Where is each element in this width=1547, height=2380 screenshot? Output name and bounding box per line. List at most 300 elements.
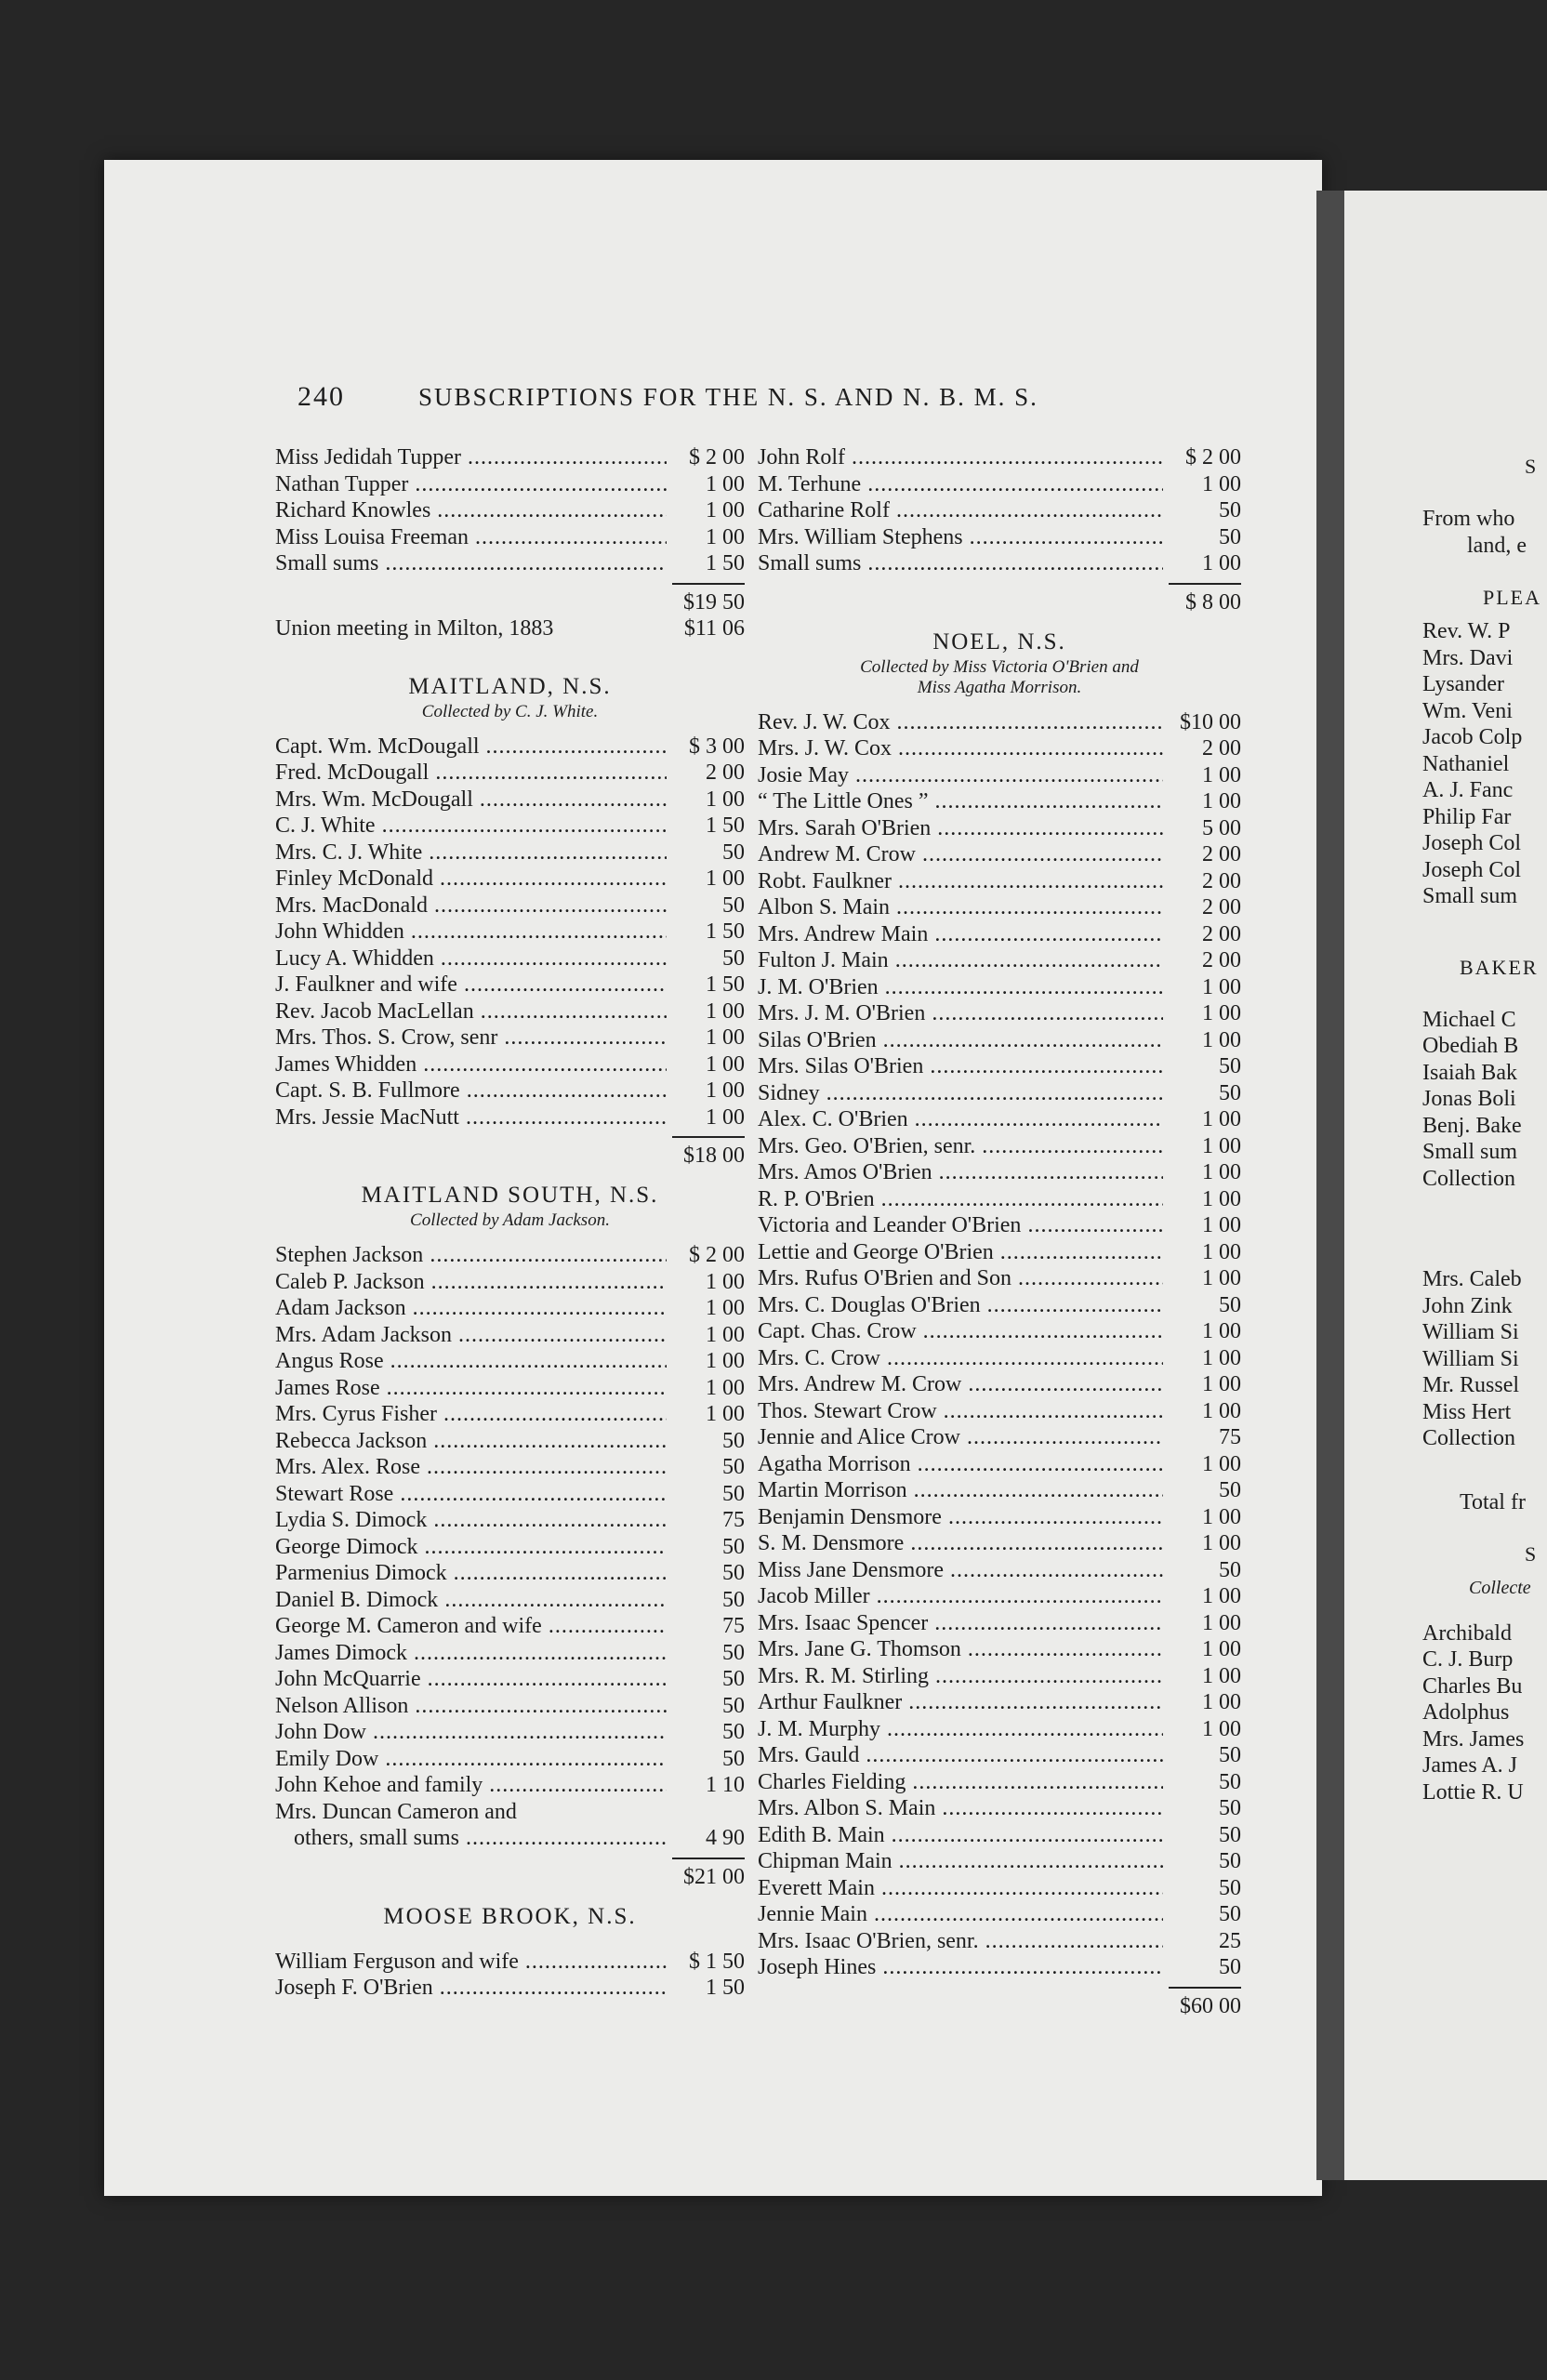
list-item [758, 1053, 1241, 1080]
list-item [275, 840, 745, 866]
list-item [275, 998, 745, 1025]
subscriber-name: Sidney ..... [758, 1080, 1163, 1107]
subscription-amount: 1 00 [706, 524, 745, 549]
subscriber-name: William Ferguson and wife ..... [275, 1949, 667, 1976]
subscription-amount: 1 00 [1202, 789, 1241, 813]
list-item [758, 471, 1241, 498]
list-item [275, 1348, 745, 1375]
union-meeting-line [275, 615, 745, 642]
section-heading: MOOSE BROOK, N.S. [383, 1903, 637, 1929]
list-item [275, 1269, 745, 1296]
subscriber-name: C. J. White ..... [275, 813, 667, 840]
subscription-amount: 1 00 [1202, 1690, 1241, 1714]
subscription-amount: 1 00 [706, 787, 745, 812]
subscription-amount: 1 00 [1202, 762, 1241, 787]
list-item [758, 550, 1241, 577]
subscription-amount: 1 00 [706, 471, 745, 496]
facing-page-line: Mrs. Davi [1422, 645, 1514, 670]
subscriber-name: John Rolf ..... [758, 444, 1163, 471]
subscriber-name: Emily Dow ..... [275, 1746, 667, 1773]
subscription-amount: 1 50 [706, 972, 745, 997]
subscription-amount: 50 [722, 1561, 745, 1585]
subscriber-name: Jennie and Alice Crow ..... [758, 1424, 1163, 1451]
list-item [758, 1716, 1241, 1743]
subscriber-name: Mrs. Albon S. Main ..... [758, 1795, 1163, 1822]
list-item [758, 1636, 1241, 1663]
subscriber-name: Joseph F. O'Brien ..... [275, 1975, 667, 2002]
list-item [758, 921, 1241, 948]
facing-page-line: Benj. Bake [1422, 1113, 1522, 1138]
subscription-amount: 50 [722, 840, 745, 865]
list-item [275, 1025, 745, 1051]
list-item [758, 444, 1241, 471]
subscriber-name: J. Faulkner and wife ..... [275, 972, 667, 998]
subscription-amount: 2 00 [706, 760, 745, 785]
subscription-amount: 1 00 [1202, 1531, 1241, 1555]
subscriber-name: Capt. S. B. Fullmore ..... [275, 1078, 667, 1104]
subscriber-name: Daniel B. Dimock ..... [275, 1587, 667, 1614]
subscription-amount: 1 00 [1202, 1027, 1241, 1052]
list-item [275, 919, 745, 945]
facing-page-line: Miss Hert [1422, 1399, 1512, 1424]
list-item [275, 1534, 745, 1561]
subscription-list [275, 1242, 745, 1799]
facing-page-line: Lysander [1422, 672, 1504, 696]
list-item [275, 1975, 745, 2002]
facing-page-line: A. J. Fanc [1422, 778, 1514, 802]
subscription-list [758, 709, 1241, 1981]
list-item [758, 1557, 1241, 1584]
subscriber-name: Mrs. Gauld ..... [758, 1742, 1163, 1769]
subscriber-name: Adam Jackson ..... [275, 1295, 667, 1322]
subscription-amount: 50 [1219, 1769, 1241, 1794]
subscription-amount: $ 2 00 [1185, 445, 1241, 469]
subscription-amount: 50 [1219, 1743, 1241, 1767]
subscription-amount: $10 00 [1180, 709, 1241, 734]
list-item [275, 734, 745, 760]
subscription-amount: 1 00 [1202, 1133, 1241, 1158]
list-item [758, 868, 1241, 895]
facing-page-line: Charles Bu [1422, 1673, 1523, 1699]
subscriber-name: J. M. O'Brien ..... [758, 974, 1163, 1001]
list-item [758, 1530, 1241, 1557]
subscriber-name: Mrs. Jane G. Thomson ..... [758, 1636, 1163, 1663]
section-total: $ 8 00 [758, 583, 1241, 615]
list-item [758, 1424, 1241, 1451]
subscription-amount: 1 00 [1202, 1637, 1241, 1661]
subscription-list [758, 444, 1241, 577]
union-meeting-label: Union meeting in Milton, 1883 [275, 615, 554, 641]
subscriber-name: Lettie and George O'Brien ..... [758, 1239, 1163, 1266]
subscription-amount: $ 1 50 [689, 1949, 745, 1974]
subscriber-name: Alex. C. O'Brien ..... [758, 1106, 1163, 1133]
list-item [758, 1212, 1241, 1239]
subscriber-name: Mrs. C. Douglas O'Brien ..... [758, 1292, 1163, 1319]
list-item [758, 894, 1241, 921]
subscription-amount: 2 00 [1202, 842, 1241, 866]
subscription-amount: 50 [1219, 1054, 1241, 1078]
facing-page-line: Michael C [1422, 1007, 1516, 1032]
subscriber-name: Small sums ..... [275, 550, 667, 577]
subscription-amount: 1 00 [1202, 1107, 1241, 1131]
list-item [758, 1106, 1241, 1133]
subscriber-name: George M. Cameron and wife ..... [275, 1613, 667, 1640]
subscriber-name: James Whidden ..... [275, 1051, 667, 1078]
subscription-amount: 1 00 [1202, 1266, 1241, 1290]
facing-page-line: Isaiah Bak [1422, 1060, 1517, 1085]
subscriber-name: Everett Main ..... [758, 1875, 1163, 1902]
subscriber-name: Stewart Rose ..... [275, 1481, 667, 1508]
list-item [758, 1133, 1241, 1160]
list-item [275, 1454, 745, 1481]
subscription-amount: 1 00 [1202, 1319, 1241, 1343]
list-item [275, 1772, 745, 1799]
list-item [275, 444, 745, 471]
list-item [275, 1295, 745, 1322]
subscriber-name: Edith B. Main ..... [758, 1822, 1163, 1849]
subscriber-name: Fred. McDougall ..... [275, 760, 667, 787]
subscriber-name: James Rose ..... [275, 1375, 667, 1402]
subscription-amount: 1 00 [706, 498, 745, 522]
facing-page-line: Rev. W. P [1422, 619, 1511, 643]
facing-page-line: James A. J [1422, 1753, 1517, 1778]
subscription-amount: 1 00 [706, 1051, 745, 1077]
section-heading: MAITLAND, N.S. [408, 673, 612, 699]
list-item [275, 866, 745, 892]
subscription-amount: 50 [722, 1587, 745, 1612]
subscription-amount: 1 00 [706, 866, 745, 891]
collector-note: Collected by Miss Victoria O'Brien and Miss Agatha Morrison. [860, 656, 1139, 697]
subscription-amount: 1 00 [1202, 1584, 1241, 1608]
subscription-amount: 1 50 [706, 919, 745, 944]
facing-page-line: Joseph Col [1422, 831, 1522, 855]
list-item: Mrs. Duncan Cameron and [275, 1799, 517, 1824]
list-item [275, 1719, 745, 1746]
subscription-amount: 50 [1219, 498, 1241, 522]
subscription-amount: 1 00 [1202, 1504, 1241, 1529]
subscription-amount: 1 00 [706, 1349, 745, 1373]
list-item [275, 1666, 745, 1693]
right-column [758, 444, 1241, 2018]
list-item [275, 1481, 745, 1508]
section-total: $60 00 [758, 1987, 1241, 2018]
subscriber-name: Mrs. R. M. Stirling ..... [758, 1663, 1163, 1690]
subscriber-name: Mrs. Andrew Main ..... [758, 921, 1163, 948]
subscription-amount: 50 [1219, 1796, 1241, 1820]
subscriber-name: Arthur Faulkner ..... [758, 1689, 1163, 1716]
facing-page-line: Small sum [1422, 1140, 1518, 1164]
list-item [275, 497, 745, 524]
list-item [275, 813, 745, 840]
facing-page-line: Mr. Russel [1422, 1373, 1520, 1397]
subscriber-name: Agatha Morrison ..... [758, 1451, 1163, 1478]
list-item [275, 550, 745, 577]
list-item: others, small sums ..... 4 90 [275, 1825, 745, 1852]
facing-page-line: Jonas Boli [1422, 1087, 1516, 1111]
subscriber-name: Rebecca Jackson ..... [275, 1428, 667, 1455]
subscription-amount: 50 [1219, 1478, 1241, 1502]
list-item [275, 471, 745, 498]
subscription-amount: 1 00 [1202, 1372, 1241, 1396]
subscriber-name: Charles Fielding ..... [758, 1769, 1163, 1796]
facing-page-line: Adolphus [1422, 1700, 1510, 1725]
subscriber-name: Albon S. Main ..... [758, 894, 1163, 921]
subscription-amount: 1 00 [1202, 1186, 1241, 1211]
subscription-amount: 1 00 [706, 1402, 745, 1426]
section-total: $18 00 [275, 1136, 745, 1168]
subscriber-name: George Dimock ..... [275, 1534, 667, 1561]
subscription-amount: 1 50 [706, 813, 745, 838]
section-total: $19 50 [275, 583, 745, 615]
section-heading: NOEL, N.S. [932, 628, 1066, 654]
left-column [275, 444, 745, 2002]
subscriber-name: Mrs. Isaac O'Brien, senr. ..... [758, 1928, 1163, 1955]
section-heading: MAITLAND SOUTH, N.S. [361, 1183, 659, 1208]
subscription-list [275, 1949, 745, 2002]
subscription-amount: 50 [722, 1640, 745, 1665]
list-item [758, 1901, 1241, 1928]
collector-note: Collected by C. J. White. [421, 701, 599, 721]
list-item [275, 1560, 745, 1587]
facing-page-line: C. J. Burp [1422, 1647, 1514, 1672]
subscription-amount: 1 00 [706, 1322, 745, 1347]
subscription-amount: 75 [722, 1508, 745, 1532]
subscriber-name: Rev. J. W. Cox ..... [758, 709, 1163, 736]
list-item [758, 1186, 1241, 1213]
subscription-amount: $ 2 00 [689, 445, 745, 469]
subscription-amount: 1 00 [1202, 471, 1241, 496]
subscription-amount: 1 00 [1202, 1001, 1241, 1025]
subscriber-name: Jacob Miller ..... [758, 1583, 1163, 1610]
subscription-amount: 1 00 [1202, 1663, 1241, 1688]
list-item [758, 1345, 1241, 1372]
list-item [275, 1613, 745, 1640]
subscriber-name: Mrs. Jessie MacNutt ..... [275, 1104, 667, 1131]
list-item [758, 1954, 1241, 1981]
subscriber-name: John McQuarrie ..... [275, 1666, 667, 1693]
subscription-amount: 1 00 [706, 1078, 745, 1103]
subscriber-name: John Dow ..... [275, 1719, 667, 1746]
subscriber-name: Mrs. William Stephens ..... [758, 524, 1163, 551]
subscriber-name: James Dimock ..... [275, 1640, 667, 1667]
subscriber-name: Mrs. Rufus O'Brien and Son ..... [758, 1265, 1163, 1292]
subscriber-name: Mrs. MacDonald ..... [275, 892, 667, 919]
subscription-amount: 50 [1219, 1875, 1241, 1900]
subscription-amount: 50 [722, 1667, 745, 1691]
subscription-amount: 50 [722, 1534, 745, 1559]
subscription-amount: 50 [722, 1746, 745, 1771]
subscriber-name: Caleb P. Jackson ..... [275, 1269, 667, 1296]
subscription-amount: 75 [1219, 1425, 1241, 1449]
collector-note: Collected by Adam Jackson. [410, 1210, 610, 1230]
list-item [758, 1822, 1241, 1849]
facing-page-line: Collection [1422, 1426, 1515, 1450]
list-item [275, 1401, 745, 1428]
subscriber-name: Angus Rose ..... [275, 1348, 667, 1375]
subscriber-name: Small sums ..... [758, 550, 1163, 577]
subscriber-name: John Kehoe and family ..... [275, 1772, 667, 1799]
list-item [758, 788, 1241, 815]
list-item [758, 1848, 1241, 1875]
subscriber-name: Thos. Stewart Crow ..... [758, 1398, 1163, 1425]
subscription-amount: $ 2 00 [689, 1243, 745, 1267]
list-item [758, 1000, 1241, 1027]
subscriber-name: Jennie Main ..... [758, 1901, 1163, 1928]
list-item [758, 1292, 1241, 1319]
subscriber-name: Lucy A. Whidden ..... [275, 945, 667, 972]
list-item [758, 815, 1241, 842]
subscription-list [275, 444, 745, 577]
subscriber-name: Capt. Chas. Crow ..... [758, 1318, 1163, 1345]
list-item [275, 892, 745, 919]
subscription-amount: 1 00 [1202, 1345, 1241, 1370]
subscriber-name: Parmenius Dimock ..... [275, 1560, 667, 1587]
subscriber-name: Nathan Tupper ..... [275, 471, 667, 498]
subscription-amount: 1 00 [706, 1269, 745, 1294]
list-item [758, 1239, 1241, 1266]
list-item [758, 1742, 1241, 1769]
subscriber-name: Finley McDonald ..... [275, 866, 667, 892]
subscription-amount: 1 50 [706, 1976, 745, 2000]
subscriber-name: Nelson Allison ..... [275, 1693, 667, 1720]
subscription-amount: 1 00 [1202, 1716, 1241, 1741]
list-item [275, 1375, 745, 1402]
list-item [758, 947, 1241, 974]
list-item [758, 1504, 1241, 1531]
subscription-amount: 1 00 [1202, 1213, 1241, 1237]
facing-page-line: Small sum [1422, 884, 1518, 908]
subscription-amount: 1 10 [706, 1773, 745, 1797]
subscriber-name: Josie May ..... [758, 762, 1163, 789]
facing-page-line: William Si [1422, 1346, 1519, 1371]
subscription-amount: 1 00 [1202, 1451, 1241, 1476]
subscription-amount: 50 [722, 1428, 745, 1453]
list-item [758, 1663, 1241, 1690]
list-item [758, 1583, 1241, 1610]
list-item [758, 1265, 1241, 1292]
subscriber-name: Mrs. Amos O'Brien ..... [758, 1159, 1163, 1186]
list-item [758, 524, 1241, 551]
list-item [275, 1078, 745, 1104]
subscription-amount: 50 [1219, 1080, 1241, 1105]
list-item [275, 1104, 745, 1131]
list-item [758, 1875, 1241, 1902]
subscription-amount: 50 [722, 1481, 745, 1506]
subscription-amount: 1 00 [706, 1104, 745, 1130]
subscription-amount: 1 00 [706, 1375, 745, 1400]
list-item [758, 709, 1241, 736]
list-item [758, 1398, 1241, 1425]
subscriber-name: M. Terhune ..... [758, 471, 1163, 498]
subscription-amount: 2 00 [1202, 895, 1241, 919]
list-item [758, 974, 1241, 1001]
list-item [275, 1507, 745, 1534]
subscriber-name: Mrs. C. Crow ..... [758, 1345, 1163, 1372]
facing-page-line: Philip Far [1422, 804, 1512, 829]
subscriber-name: Stephen Jackson ..... [275, 1242, 667, 1269]
list-item [758, 841, 1241, 868]
list-item [758, 1928, 1241, 1955]
subscription-amount: 1 00 [1202, 551, 1241, 575]
subscription-amount: 50 [1219, 1849, 1241, 1873]
list-item [758, 1689, 1241, 1716]
facing-page-line: Nathaniel [1422, 751, 1510, 776]
list-item [275, 1587, 745, 1614]
subscriber-name: R. P. O'Brien ..... [758, 1186, 1163, 1213]
subscriber-name: Miss Louisa Freeman ..... [275, 524, 667, 551]
subscriber-name: J. M. Murphy ..... [758, 1716, 1163, 1743]
list-item [275, 760, 745, 787]
facing-page-line: Lottie R. U [1422, 1779, 1524, 1805]
subscription-amount: 50 [722, 1455, 745, 1479]
subscriber-name: S. M. Densmore ..... [758, 1530, 1163, 1557]
subscription-amount: 50 [1219, 1955, 1241, 1979]
list-item [275, 1428, 745, 1455]
subscriber-name: Mrs. Isaac Spencer ..... [758, 1610, 1163, 1637]
subscriber-name: Mrs. Silas O'Brien ..... [758, 1053, 1163, 1080]
list-item [758, 1027, 1241, 1054]
facing-page-line: Obediah B [1422, 1034, 1519, 1058]
list-item [275, 1322, 745, 1349]
list-item [758, 1159, 1241, 1186]
subscriber-name: Mrs. C. J. White ..... [275, 840, 667, 866]
subscriber-name: “ The Little Ones ” ..... [758, 788, 1163, 815]
facing-page-line: Archibald [1422, 1620, 1512, 1646]
union-meeting-amount: $11 06 [683, 615, 745, 641]
list-item [758, 1080, 1241, 1107]
subscription-amount: 1 00 [706, 1025, 745, 1050]
facing-page-line: Collection [1422, 1166, 1515, 1191]
facing-page-line: William Si [1422, 1320, 1519, 1344]
subscription-amount: 1 00 [706, 998, 745, 1024]
facing-page-line: Wm. Veni [1422, 698, 1513, 723]
list-item [758, 1371, 1241, 1398]
section-total: $21 00 [275, 1858, 745, 1889]
subscriber-name: Rev. Jacob MacLellan ..... [275, 998, 667, 1025]
subscription-amount: 1 00 [1202, 1160, 1241, 1184]
subscriber-name: Chipman Main ..... [758, 1848, 1163, 1875]
list-item [758, 1610, 1241, 1637]
subscriber-name: John Whidden ..... [275, 919, 667, 945]
list-item [275, 1242, 745, 1269]
subscription-amount: 1 50 [706, 551, 745, 575]
subscriber-name: Lydia S. Dimock ..... [275, 1507, 667, 1534]
subscriber-name: Catharine Rolf ..... [758, 497, 1163, 524]
subscription-amount: 50 [1219, 1822, 1241, 1847]
subscriber-name: Richard Knowles ..... [275, 497, 667, 524]
facing-page-line: Mrs. James [1422, 1726, 1525, 1752]
subscription-amount: 2 00 [1202, 921, 1241, 946]
facing-page-line: Mrs. Caleb [1422, 1267, 1522, 1291]
list-item [758, 1318, 1241, 1345]
subscriber-name: Mrs. Alex. Rose ..... [275, 1454, 667, 1481]
subscriber-name: Mrs. Sarah O'Brien ..... [758, 815, 1163, 842]
subscriber-name: Mrs. J. M. O'Brien ..... [758, 1000, 1163, 1027]
subscription-list [275, 734, 745, 1131]
list-item [275, 945, 745, 972]
list-item [758, 1477, 1241, 1504]
subscription-amount: 1 00 [1202, 1239, 1241, 1264]
subscription-amount: 1 00 [1202, 1398, 1241, 1423]
list-item [275, 524, 745, 551]
subscriber-name: Silas O'Brien ..... [758, 1027, 1163, 1054]
subscription-amount: 75 [722, 1614, 745, 1638]
list-item [275, 787, 745, 813]
subscriber-name: Benjamin Densmore ..... [758, 1504, 1163, 1531]
subscriber-name: Mrs. Andrew M. Crow ..... [758, 1371, 1163, 1398]
list-item [275, 1949, 745, 1976]
list-item [275, 1640, 745, 1667]
